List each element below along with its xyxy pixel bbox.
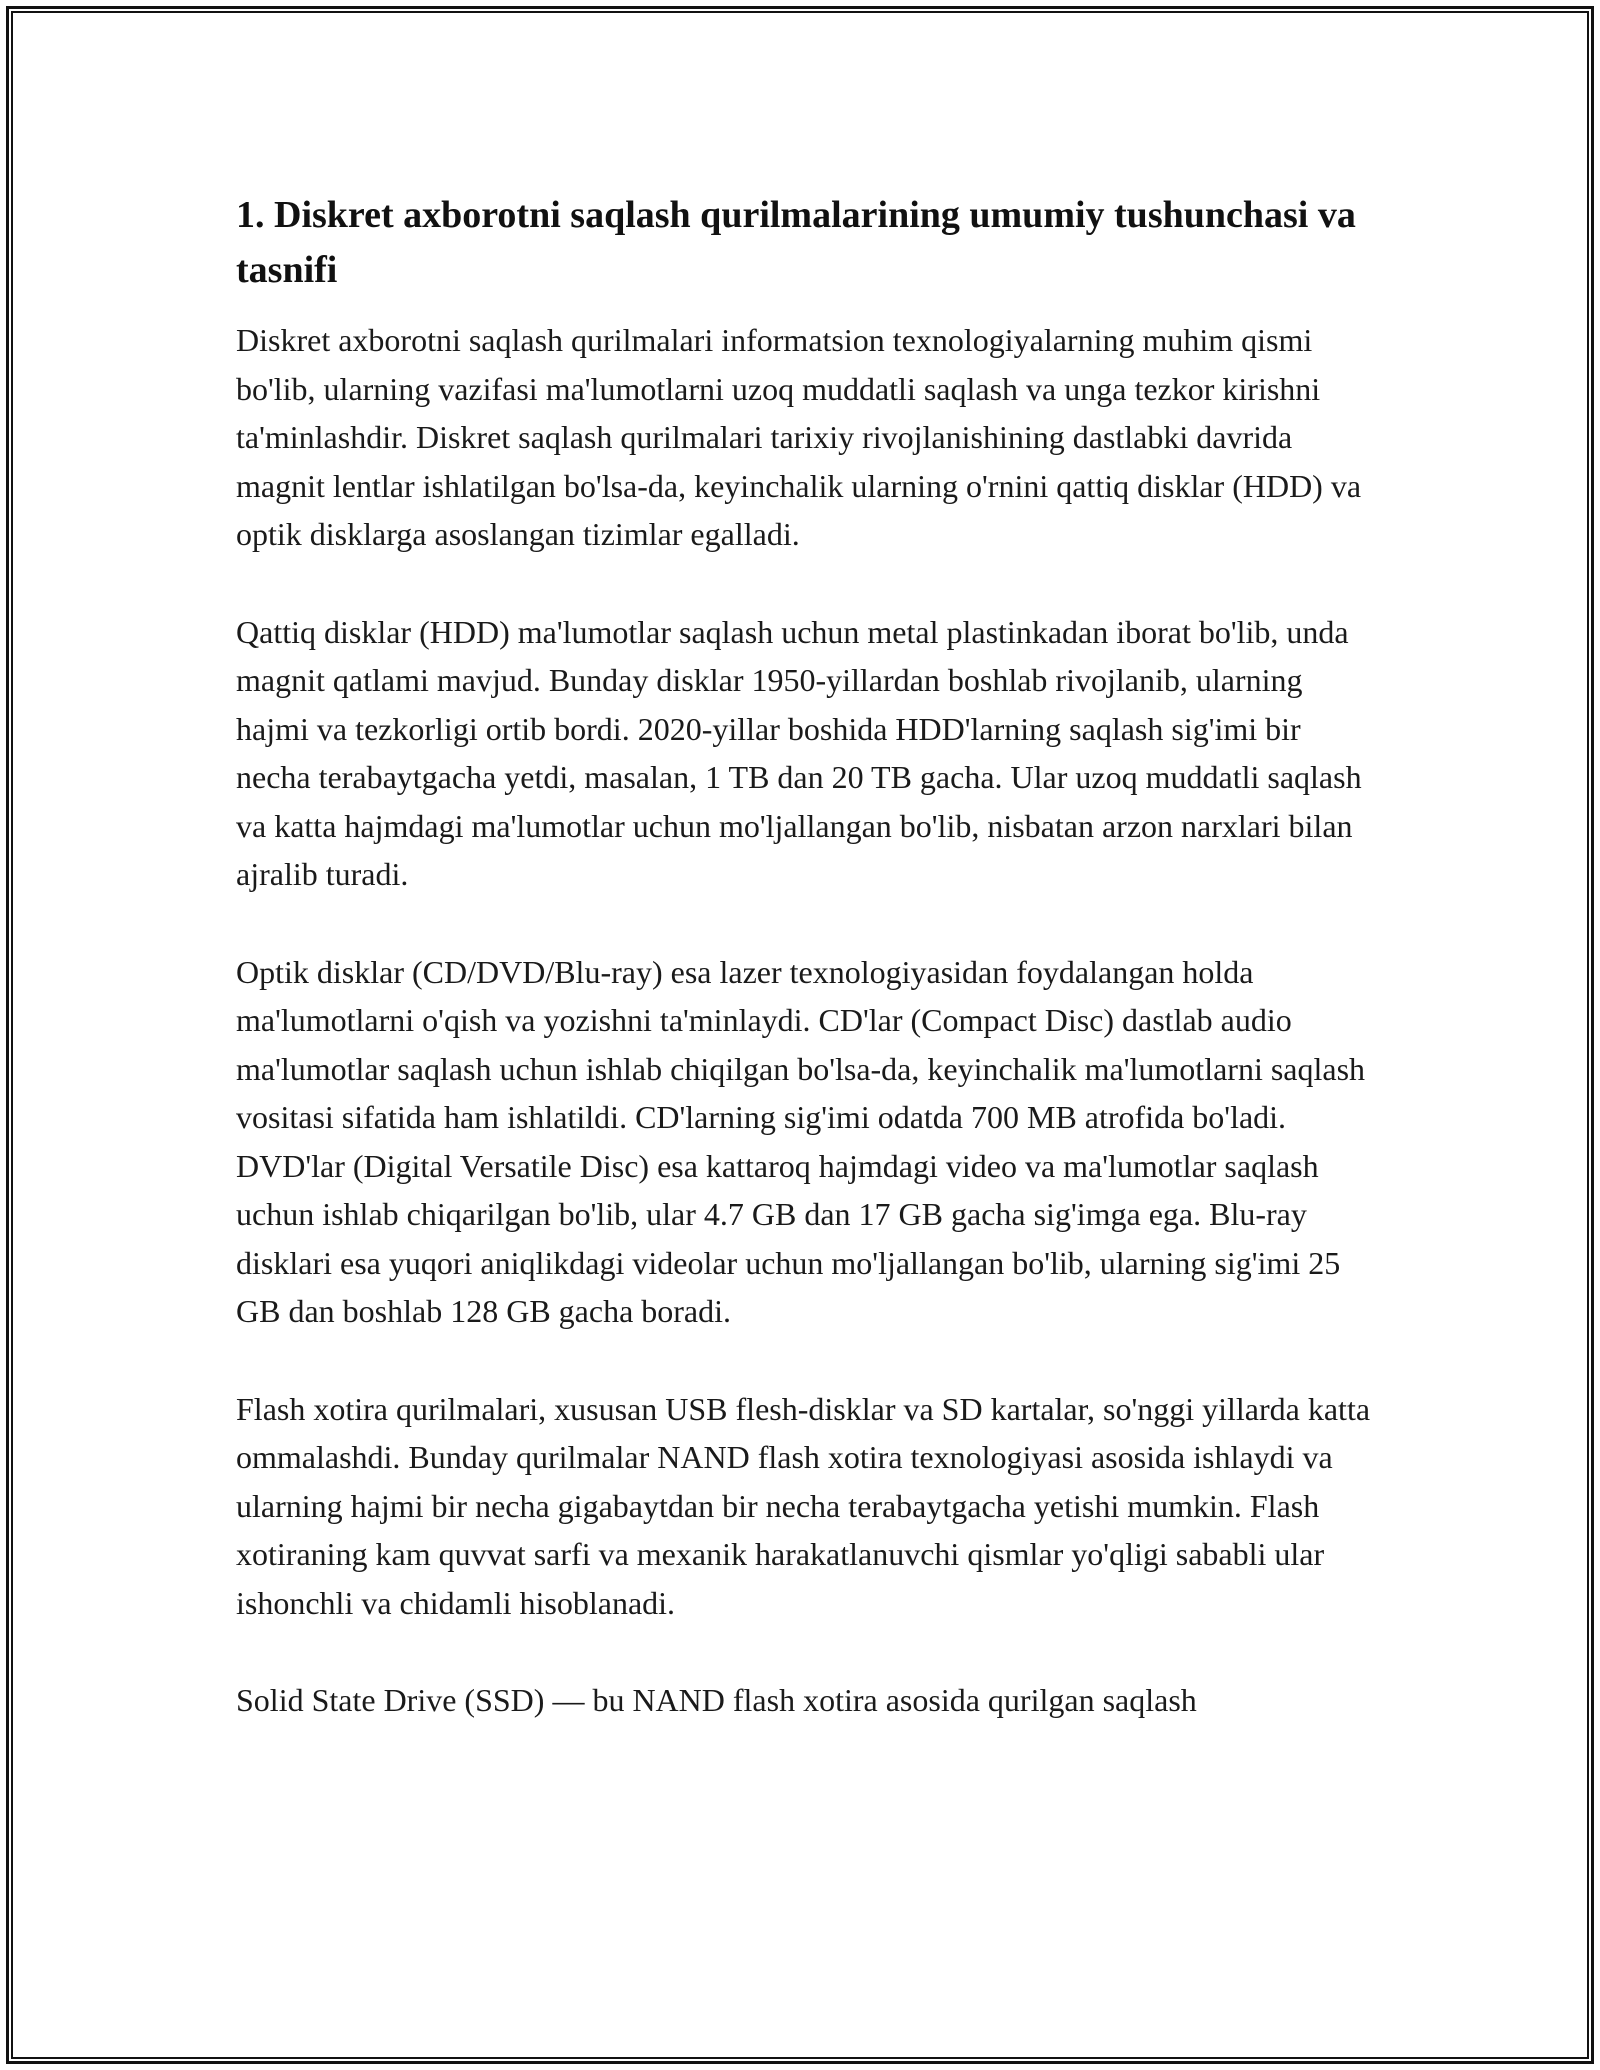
paragraph-optical: Optik disklar (CD/DVD/Blu-ray) esa lazer texnologiyasidan foydalangan holda ma'lumotlarni o'qish va yozishni ta'minlaydi. CD'lar (Compact Disc) dastlab audio ma'lumotlar saqlash uchun ishlab chiqilgan bo'lsa-da, keyinchalik ma'lumotlarni saqlash vositasi sifatida ham ishlatildi. CD'larning sig'imi odatda 700 MB atrofida bo'ladi. DVD'lar (Digital Versatile Disc) esa kattaroq hajmdagi video va ma'lumotlar saqlash uchun ishlab chiqarilgan bo'lib, ular 4.7 GB dan 17 GB gacha sig'imga ega. Blu-ray disklari esa yuqori aniqlikdagi videolar uchun mo'ljallangan bo'lib, ularning sig'imi 25 GB dan boshlab 128 GB gacha boradi. [236,953,1366,1329]
paragraph-ssd: Solid State Drive (SSD) — bu NAND flash xotira asosida qurilgan saqlash [236,1682,1197,1718]
paragraph-intro: Diskret axborotni saqlash qurilmalari informatsion texnologiyalarning muhim qismi bo'lib, ularning vazifasi ma'lumotlarni uzoq muddatli saqlash va unga tezkor kirishni ta'minlashdir. Diskret saqlash qurilmalari tarixiy rivojlanishining dastlabki davrida magnit lentlar ishlatilgan bo'lsa-da, keyinchalik ularning o'rnini qattiq disklar (HDD) va optik disklarga asoslangan tizimlar egalladi. [236,322,1362,552]
paragraph-flash: Flash xotira qurilmalari, xususan USB flesh-disklar va SD kartalar, so'nggi yillarda katta ommalashdi. Bunday qurilmalar NAND flash xotira texnologiyasi asosida ishlaydi va ularning hajmi bir necha gigabaytdan bir necha terabaytgacha yetishi mumkin. Flash xotiraning kam quvvat sarfi va mexanik harakatlanuvchi qismlar yo'qligi sababli ular ishonchli va chidamli hisoblanadi. [236,1390,1371,1621]
document-body [236,188,1376,1725]
section-title: 1. Diskret axborotni saqlash qurilmalarining umumiy tushunchasi va tasnifi [236,194,1356,291]
paragraph-hdd: Qattiq disklar (HDD) ma'lumotlar saqlash uchun metal plastinkadan iborat bo'lib, unda magnit qatlami mavjud. Bunday disklar 1950-yillardan boshlab rivojlanib, ularning hajmi va tezkorligi ortib bordi. 2020-yillar boshida HDD'larning saqlash sig'imi bir necha terabaytgacha yetdi, masalan, 1 TB dan 20 TB gacha. Ular uzoq muddatli saqlash va katta hajmdagi ma'lumotlar uchun mo'ljallangan bo'lib, nisbatan arzon narxlari bilan ajralib turadi. [236,613,1362,892]
